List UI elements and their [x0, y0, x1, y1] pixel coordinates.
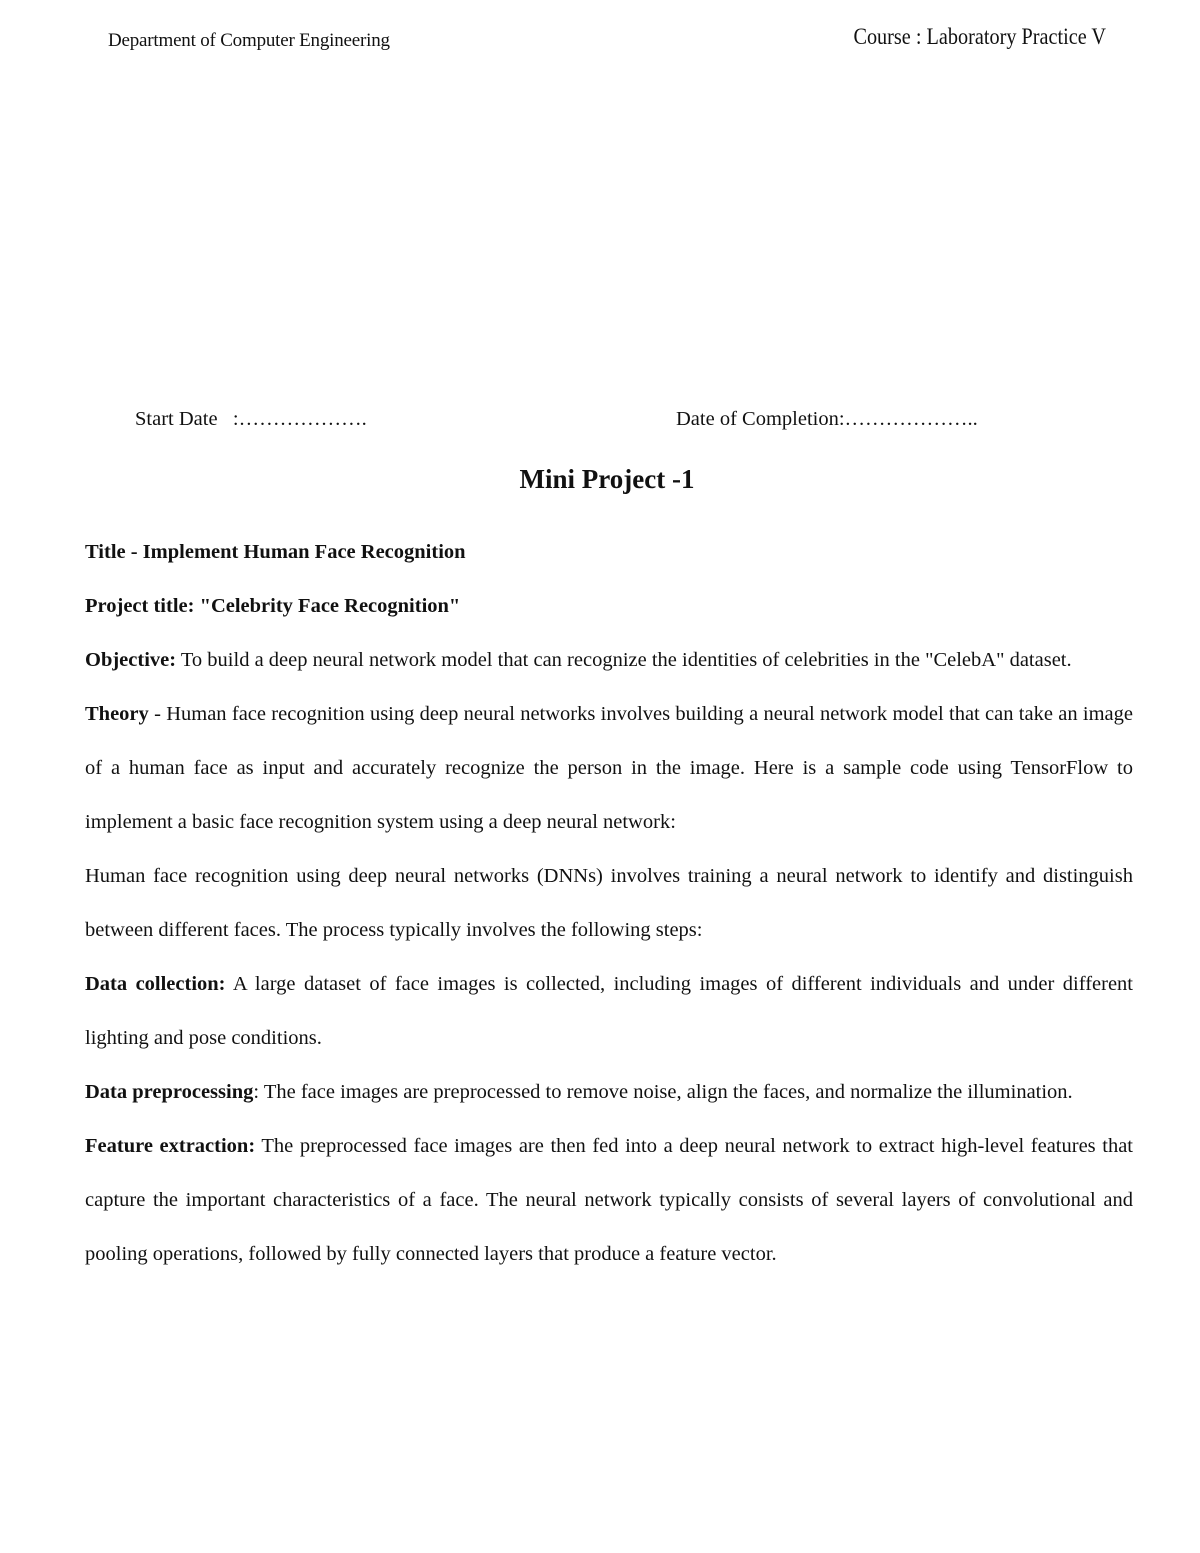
completion-date — [676, 408, 978, 431]
start-date — [135, 408, 367, 431]
objective-text: To build a deep neural network model that can recognize the identities of celebrities in the "CelebA" dataset. — [176, 649, 1072, 671]
objective-label: Objective: — [85, 649, 177, 671]
feature-extraction-paragraph — [85, 1119, 1133, 1281]
start-date-value: :………………. — [232, 408, 367, 430]
data-preprocessing-label: Data preprocessing — [85, 1081, 254, 1103]
completion-date-label: Date of Completion — [676, 408, 839, 430]
theory-paragraph — [85, 687, 1133, 849]
data-collection-text: A large dataset of face images is collected, including images of different individuals and under different lighting and pose conditions. — [85, 973, 1133, 1049]
project-title-line: Project title: "Celebrity Face Recognition" — [85, 595, 461, 617]
feature-extraction-text: The preprocessed face images are then fed into a deep neural network to extract high-level features that capture the important characteristics of a face. The neural network typically consists of several layers of convolutional and pooling operations, followed by fully connected layers that produce a feature vector. — [85, 1135, 1133, 1265]
theory-text: - Human face recognition using deep neural networks involves building a neural network model that can take an image of a human face as input and accurately recognize the person in the image. Here is a sample code using TensorFlow to implement a basic face recognition system using a deep neural network: — [85, 703, 1133, 833]
data-preprocessing-text: : The face images are preprocessed to remove noise, align the faces, and normalize the illumination. — [253, 1081, 1073, 1103]
feature-extraction-label: Feature extraction: — [85, 1135, 256, 1157]
start-date-label: Start Date — [135, 408, 218, 430]
document-body — [85, 525, 1133, 1281]
department-header: Department of Computer Engineering — [108, 30, 390, 51]
completion-date-value: :……………….. — [838, 408, 978, 430]
project-heading: Mini Project -1 — [519, 464, 695, 494]
objective-paragraph — [85, 633, 1133, 687]
data-collection-label: Data collection: — [85, 973, 226, 995]
title-line: Title - Implement Human Face Recognition — [85, 541, 466, 563]
theory-label: Theory — [85, 703, 149, 725]
course-header: Course : Laboratory Practice V — [853, 24, 1106, 49]
intro-paragraph: Human face recognition using deep neural networks (DNNs) involves training a neural network to identify and distinguish between different faces. The process typically involves the following steps: — [85, 865, 1133, 941]
data-preprocessing-paragraph — [85, 1065, 1133, 1119]
data-collection-paragraph — [85, 957, 1133, 1065]
